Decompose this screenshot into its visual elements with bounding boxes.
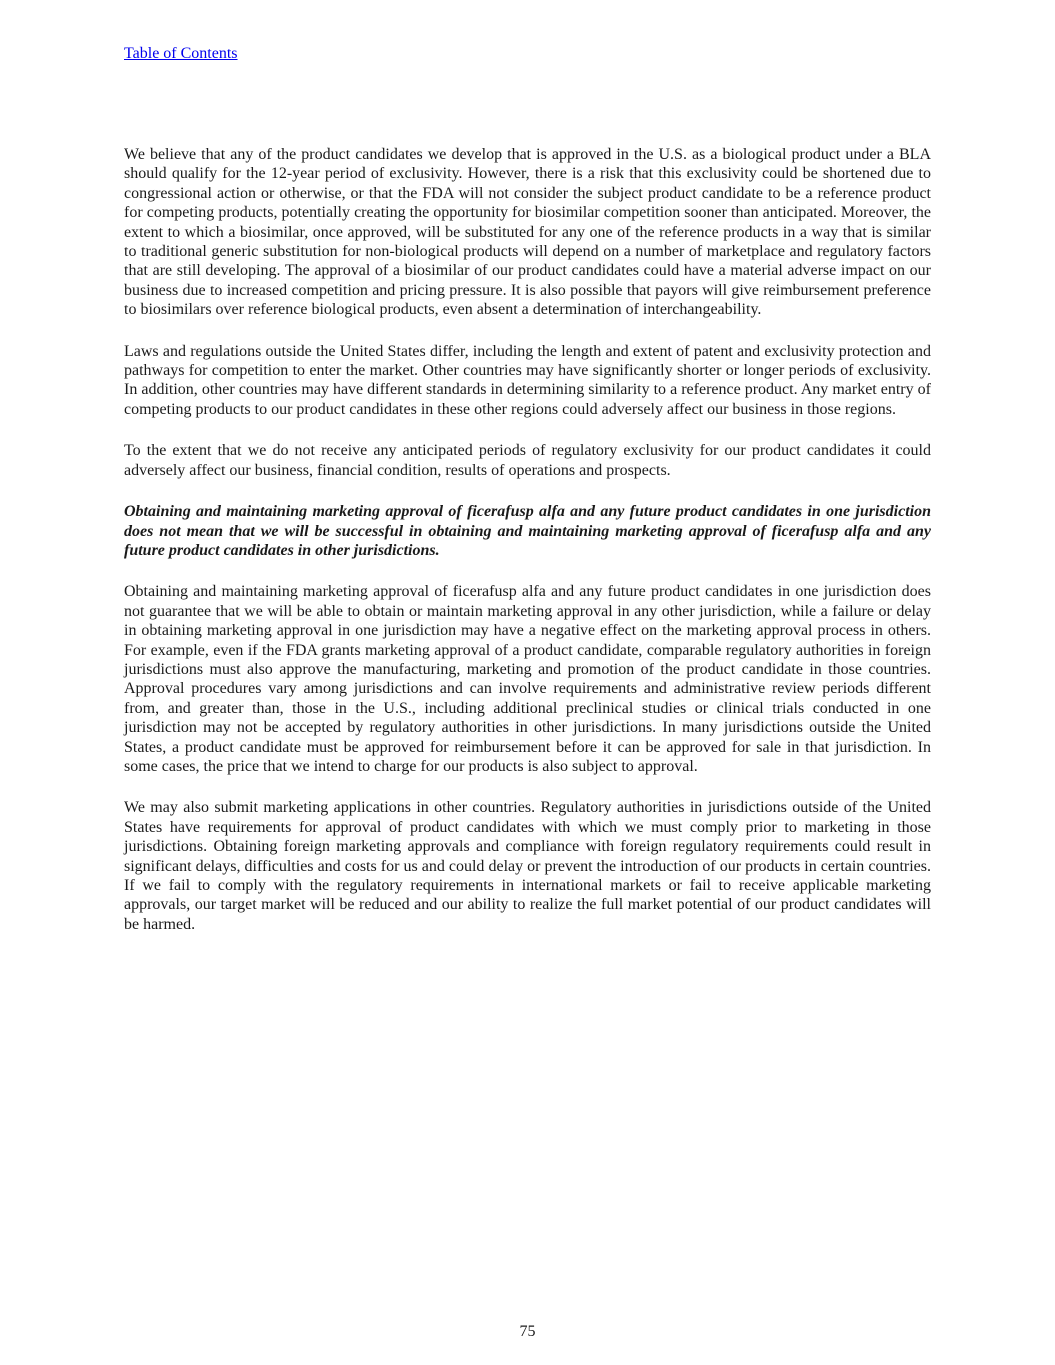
risk-factor-heading: Obtaining and maintaining marketing approval of ficerafusp alfa and any future product candidates in one jurisdiction does not mean that we will be successful in obtaining and maintaining marketing approval of ficerafusp alfa and any future product candidates in other jurisdictions. — [124, 503, 931, 559]
paragraph-foreign-applications: We may also submit marketing applications in other countries. Regulatory authorities in jurisdictions outside of the United States have requirements for approval of product candidates with which we must comply prior to marketing in those jurisdictions. Obtaining foreign marketing approvals and compliance with foreign regulatory requirements could result in significant delays, difficulties and costs for us and could delay or prevent the introduction of our products in certain countries. If we fail to comply with the regulatory requirements in international markets or fail to receive applicable marketing approvals, our target market will be reduced and our ability to realize the full market potential of our product candidates will be harmed. — [124, 799, 931, 933]
paragraph-exclusivity-impact: To the extent that we do not receive any anticipated periods of regulatory exclusivity for our product candidates it could adversely affect our business, financial condition, results of operations and prospects. — [124, 442, 931, 479]
paragraph-biosimilar-exclusivity: We believe that any of the product candidates we develop that is approved in the U.S. as a biological product under a BLA should qualify for the 12-year period of exclusivity. However, there is a risk that this exclusivity could be shortened due to congressional action or otherwise, or that the FDA will not consider the subject product candidate to be a reference product for competing products, potentially creating the opportunity for biosimilar competition sooner than anticipated. Moreover, the extent to which a biosimilar, once approved, will be substituted for any one of the reference products in a way that is similar to traditional generic substitution for non-biological products will depend on a number of marketplace and regulatory factors that are still developing. The approval of a biosimilar of our product candidates could have a material adverse impact on our business due to increased competition and pricing pressure. It is also possible that payors will give reimbursement preference to biosimilars over reference biological products, even absent a determination of interchangeability. — [124, 146, 931, 319]
document-body — [124, 145, 931, 956]
table-of-contents-link[interactable]: Table of Contents — [124, 45, 238, 62]
paragraph-marketing-approval: Obtaining and maintaining marketing approval of ficerafusp alfa and any future product candidates in one jurisdiction does not guarantee that we will be able to obtain or maintain marketing approval in any other jurisdiction, while a failure or delay in obtaining marketing approval in one jurisdiction may have a negative effect on the marketing approval process in others. For example, even if the FDA grants marketing approval of a product candidate, comparable regulatory authorities in foreign jurisdictions must also approve the manufacturing, marketing and promotion of the product candidate in those countries. Approval procedures vary among jurisdictions and can involve requirements and administrative review periods different from, and greater than, those in the U.S., including additional preclinical studies or clinical trials conducted in one jurisdiction may not be accepted by regulatory authorities in other jurisdictions. In many jurisdictions outside the United States, a product candidate must be approved for reimbursement before it can be approved for sale in that jurisdiction. In some cases, the price that we intend to charge for our products is also subject to approval. — [124, 583, 931, 775]
paragraph-foreign-laws: Laws and regulations outside the United States differ, including the length and extent of patent and exclusivity protection and pathways for competition to enter the market. Other countries may have significantly shorter or longer periods of exclusivity. In addition, other countries may have different standards in determining similarity to a reference product. Any market entry of competing products to our product candidates in these other regions could adversely affect our business in those regions. — [124, 342, 931, 418]
page-number: 75 — [519, 1323, 536, 1340]
